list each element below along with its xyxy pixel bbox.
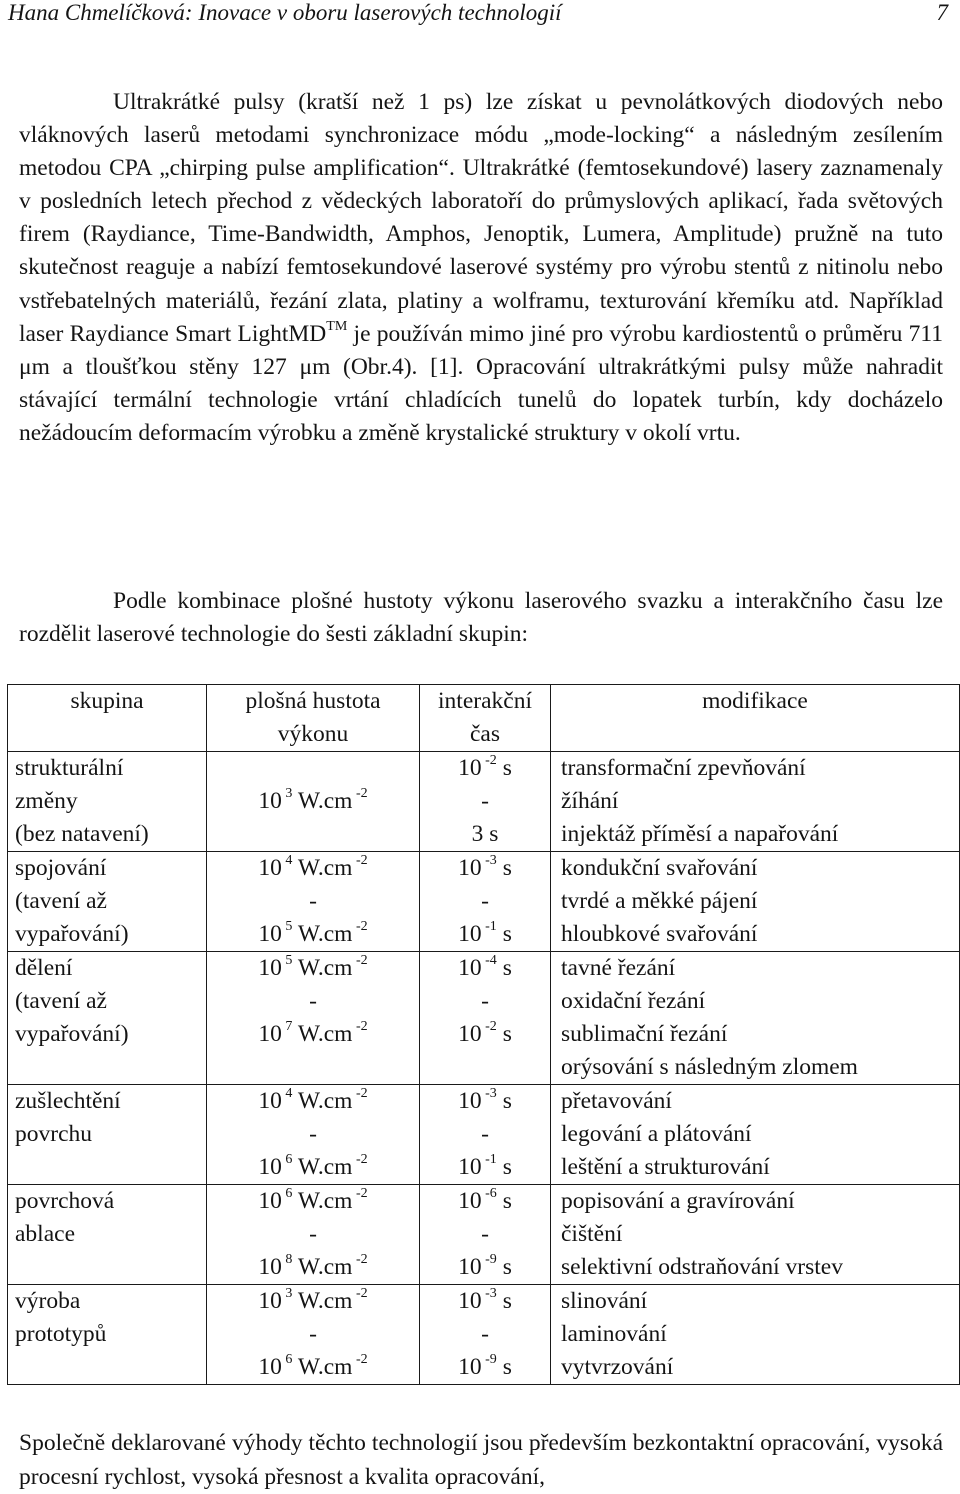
value-exponent: 6 bbox=[281, 1186, 293, 1202]
value-line bbox=[207, 1085, 419, 1118]
header-time-cell bbox=[420, 685, 551, 752]
value-unit: s bbox=[496, 1154, 512, 1180]
value-base: 10 bbox=[458, 1021, 482, 1047]
value-exponent: 7 bbox=[281, 1019, 293, 1035]
value-base: 10 bbox=[458, 1188, 482, 1214]
modification-line: slinování bbox=[561, 1288, 648, 1314]
value-line bbox=[207, 785, 419, 818]
value-base: - bbox=[481, 1321, 489, 1347]
value-exponent: 3 bbox=[281, 786, 293, 802]
modification-line: injektáž příměsí a napařování bbox=[561, 821, 839, 847]
value-unit: W.cm bbox=[292, 1188, 353, 1214]
value-base: - bbox=[309, 1321, 317, 1347]
page-number: 7 bbox=[936, 0, 948, 25]
modification-cell bbox=[551, 1185, 960, 1285]
value-line bbox=[420, 918, 550, 951]
time-cell bbox=[420, 1085, 551, 1185]
value-base: 10 bbox=[258, 1188, 282, 1214]
group-line: změny bbox=[15, 788, 78, 814]
unit-exponent: -2 bbox=[352, 853, 368, 869]
value-unit: s bbox=[496, 1188, 512, 1214]
value-unit: W.cm bbox=[292, 955, 353, 981]
value-exponent: 6 bbox=[281, 1352, 293, 1368]
value-line bbox=[420, 1185, 550, 1218]
value-unit: W.cm bbox=[292, 1154, 353, 1180]
time-cell bbox=[420, 1185, 551, 1285]
value-exponent: -2 bbox=[481, 1019, 497, 1035]
modification-line: sublimační řezání bbox=[561, 1021, 728, 1047]
value-line bbox=[207, 1018, 419, 1051]
value-line bbox=[207, 1318, 419, 1351]
value-unit: W.cm bbox=[292, 1088, 353, 1114]
value-exponent: -9 bbox=[481, 1352, 497, 1368]
value-line bbox=[207, 985, 419, 1018]
header-group-line: skupina bbox=[70, 688, 144, 714]
value-base: 10 bbox=[258, 855, 282, 881]
group-cell bbox=[8, 952, 207, 1085]
value-base: 10 bbox=[258, 1288, 282, 1314]
unit-exponent: -2 bbox=[352, 786, 368, 802]
table-row bbox=[8, 752, 960, 852]
value-line bbox=[207, 1351, 419, 1384]
value-exponent: -1 bbox=[481, 919, 497, 935]
header-title: Hana Chmelíčková: Inovace v oboru laserových technologií bbox=[8, 0, 562, 25]
modification-line: selektivní odstraňování vrstev bbox=[561, 1254, 843, 1280]
value-exponent: -1 bbox=[481, 1152, 497, 1168]
value-base: 10 bbox=[258, 1021, 282, 1047]
paragraph-advantages: Společně deklarované výhody těchto technologií jsou především bezkontaktní opracování, vysoká procesní rychlost, vysoká přesnost a kvalita opracování, bbox=[19, 1430, 943, 1490]
value-exponent: -6 bbox=[481, 1186, 497, 1202]
value-base: - bbox=[481, 888, 489, 914]
value-base: 10 bbox=[258, 955, 282, 981]
value-unit: s bbox=[496, 1088, 512, 1114]
value-unit: s bbox=[496, 855, 512, 881]
time-cell bbox=[420, 852, 551, 952]
value-unit: s bbox=[496, 1254, 512, 1280]
value-line bbox=[207, 752, 419, 785]
value-base: 10 bbox=[458, 955, 482, 981]
value-line bbox=[420, 885, 550, 918]
value-line bbox=[207, 852, 419, 885]
value-exponent: 3 bbox=[281, 1286, 293, 1302]
group-line: vypařování) bbox=[15, 921, 129, 947]
unit-exponent: -2 bbox=[352, 953, 368, 969]
table-row bbox=[8, 1085, 960, 1185]
group-line: zušlechtění bbox=[15, 1088, 121, 1114]
value-base: 10 bbox=[258, 921, 282, 947]
table-header-row bbox=[8, 685, 960, 752]
value-exponent: -3 bbox=[481, 1086, 497, 1102]
value-unit: s bbox=[496, 1354, 512, 1380]
value-line bbox=[420, 1351, 550, 1384]
value-line bbox=[207, 1285, 419, 1318]
group-line: spojování bbox=[15, 855, 107, 881]
modification-line: transformační zpevňování bbox=[561, 755, 806, 781]
value-unit: W.cm bbox=[292, 1288, 353, 1314]
header-density-cell bbox=[207, 685, 420, 752]
group-line: vypařování) bbox=[15, 1021, 129, 1047]
value-base: 10 bbox=[258, 1254, 282, 1280]
modification-cell bbox=[551, 1085, 960, 1185]
group-cell bbox=[8, 852, 207, 952]
header-time-line: interakční bbox=[438, 688, 532, 714]
modification-line: laminování bbox=[561, 1321, 667, 1347]
value-unit: W.cm bbox=[292, 1021, 353, 1047]
density-cell bbox=[207, 1285, 420, 1385]
value-base: 10 bbox=[458, 855, 482, 881]
density-cell bbox=[207, 1085, 420, 1185]
modification-line: tvrdé a měkké pájení bbox=[561, 888, 758, 914]
value-base: 10 bbox=[258, 788, 282, 814]
value-base: - bbox=[481, 1121, 489, 1147]
value-exponent: 5 bbox=[281, 919, 293, 935]
value-unit: W.cm bbox=[292, 1354, 353, 1380]
value-exponent: 8 bbox=[281, 1252, 293, 1268]
group-line: (tavení až bbox=[15, 988, 107, 1014]
value-base: 10 bbox=[458, 1154, 482, 1180]
header-group-cell bbox=[8, 685, 207, 752]
value-line bbox=[207, 1118, 419, 1151]
value-unit: W.cm bbox=[292, 921, 353, 947]
header-time-line: čas bbox=[469, 721, 500, 747]
value-unit: s bbox=[496, 921, 512, 947]
group-cell bbox=[8, 1185, 207, 1285]
value-line bbox=[207, 952, 419, 985]
header-modification-cell bbox=[551, 685, 960, 752]
value-unit: W.cm bbox=[292, 855, 353, 881]
value-line bbox=[420, 1151, 550, 1184]
value-exponent: 4 bbox=[281, 1086, 293, 1102]
value-base: 10 bbox=[458, 755, 482, 781]
header-modification-line: modifikace bbox=[702, 688, 808, 714]
value-line bbox=[207, 885, 419, 918]
value-base: - bbox=[309, 1221, 317, 1247]
value-base: 10 bbox=[458, 1354, 482, 1380]
value-unit: W.cm bbox=[292, 788, 353, 814]
value-base: - bbox=[481, 1221, 489, 1247]
value-exponent: 5 bbox=[281, 953, 293, 969]
unit-exponent: -2 bbox=[352, 1086, 368, 1102]
value-line bbox=[420, 1285, 550, 1318]
paragraph-1-text-a: Ultrakrátké pulsy (kratší než 1 ps) lze získat u pevnolátkových diodových nebo vláknových laserů metodami synchronizace módu „mode-locking“ a následným zesílením metodou CPA „chirping pulse amplification“. Ultrakrátké (femtosekundové) lasery zaznamenaly v posledních letech přechod z vědeckých laboratoří do průmyslových aplikací, řada světových firem (Raydiance, Time-Bandwidth, Amphos, Jenoptik, Lumera, Amplitude) pružně na tuto skutečnost reaguje a nabízí femtosekundové laserové systémy pro výrobu stentů z nitinolu nebo vstřebatelných materiálů, řezání zlata, platiny a wolframu, texturování křemíku atd. Například laser Raydiance Smart LightMD bbox=[19, 89, 943, 347]
unit-exponent: -2 bbox=[352, 1019, 368, 1035]
value-line bbox=[420, 818, 550, 851]
value-unit: W.cm bbox=[292, 1254, 353, 1280]
value-line bbox=[420, 1251, 550, 1284]
value-line bbox=[420, 752, 550, 785]
value-line bbox=[420, 1118, 550, 1151]
unit-exponent: -2 bbox=[352, 1286, 368, 1302]
value-base: 10 bbox=[458, 1288, 482, 1314]
value-unit: s bbox=[496, 1021, 512, 1047]
table-row bbox=[8, 1285, 960, 1385]
unit-exponent: -2 bbox=[352, 919, 368, 935]
density-cell bbox=[207, 1185, 420, 1285]
modification-line: tavné řezání bbox=[561, 955, 676, 981]
group-line: dělení bbox=[15, 955, 73, 981]
density-cell bbox=[207, 752, 420, 852]
group-line: výroba bbox=[15, 1288, 81, 1314]
value-exponent: -3 bbox=[481, 853, 497, 869]
table-row bbox=[8, 952, 960, 1085]
value-line bbox=[207, 1251, 419, 1284]
value-line bbox=[420, 1218, 550, 1251]
value-unit: s bbox=[496, 1288, 512, 1314]
group-line: prototypů bbox=[15, 1321, 107, 1347]
paragraph-ultrashort-pulses bbox=[19, 86, 943, 450]
header-density-line: výkonu bbox=[277, 721, 349, 747]
modification-line: popisování a gravírování bbox=[561, 1188, 795, 1214]
group-line: povrchu bbox=[15, 1121, 93, 1147]
table-row bbox=[8, 1185, 960, 1285]
modification-line: čištění bbox=[561, 1221, 623, 1247]
modification-cell bbox=[551, 1285, 960, 1385]
value-line bbox=[207, 1151, 419, 1184]
value-line bbox=[207, 818, 419, 851]
value-base: 10 bbox=[258, 1088, 282, 1114]
group-cell bbox=[8, 1285, 207, 1385]
modification-line: oxidační řezání bbox=[561, 988, 706, 1014]
header-density-line: plošná hustota bbox=[245, 688, 381, 714]
density-cell bbox=[207, 952, 420, 1085]
time-cell bbox=[420, 1285, 551, 1385]
value-base: 10 bbox=[258, 1154, 282, 1180]
modification-line: leštění a strukturování bbox=[561, 1154, 770, 1180]
value-line bbox=[420, 952, 550, 985]
modification-cell bbox=[551, 852, 960, 952]
value-base: - bbox=[481, 788, 489, 814]
value-line bbox=[207, 1218, 419, 1251]
value-base: 3 s bbox=[471, 821, 499, 847]
modification-cell bbox=[551, 752, 960, 852]
value-line bbox=[420, 852, 550, 885]
time-cell bbox=[420, 752, 551, 852]
table-body bbox=[8, 685, 960, 1385]
paragraph-1-text-b: je používán mimo jiné pro výrobu kardiostentů o průměru 711 μm a tloušťkou stěny 127 μm (Obr.4). [1]. Opracování ultrakrátkými pulsy může nahradit stávající termální technologie vrtání chladících tunelů do lopatek turbín, kdy docházelo nežádoucím deformacím výrobku a změně krystalické struktury v okolí vrtu. bbox=[19, 320, 944, 446]
group-line: ablace bbox=[15, 1221, 76, 1247]
group-line: povrchová bbox=[15, 1188, 115, 1214]
density-cell bbox=[207, 852, 420, 952]
time-cell bbox=[420, 952, 551, 1085]
group-cell bbox=[8, 1085, 207, 1185]
value-line bbox=[420, 1085, 550, 1118]
group-line: (tavení až bbox=[15, 888, 107, 914]
unit-exponent: -2 bbox=[352, 1352, 368, 1368]
value-line bbox=[420, 1318, 550, 1351]
unit-exponent: -2 bbox=[352, 1152, 368, 1168]
trademark-superscript: TM bbox=[326, 318, 348, 334]
modification-line: legování a plátování bbox=[561, 1121, 752, 1147]
value-base: 10 bbox=[458, 1088, 482, 1114]
value-exponent: 4 bbox=[281, 853, 293, 869]
modification-cell bbox=[551, 952, 960, 1085]
value-base: 10 bbox=[458, 921, 482, 947]
value-base: - bbox=[309, 988, 317, 1014]
technology-groups-table bbox=[7, 684, 960, 1385]
value-line bbox=[420, 1018, 550, 1051]
paragraph-classification: Podle kombinace plošné hustoty výkonu laserového svazku a interakčního času lze rozdělit laserové technologie do šesti základní skupin: bbox=[19, 588, 943, 648]
group-line: (bez natavení) bbox=[15, 821, 149, 847]
modification-line: vytvrzování bbox=[561, 1354, 674, 1380]
value-unit: s bbox=[496, 955, 512, 981]
value-line bbox=[207, 918, 419, 951]
value-exponent: -3 bbox=[481, 1286, 497, 1302]
group-cell bbox=[8, 752, 207, 852]
modification-line: hloubkové svařování bbox=[561, 921, 758, 947]
unit-exponent: -2 bbox=[352, 1186, 368, 1202]
unit-exponent: -2 bbox=[352, 1252, 368, 1268]
group-line: strukturální bbox=[15, 755, 124, 781]
value-line bbox=[420, 985, 550, 1018]
value-base: - bbox=[481, 988, 489, 1014]
value-unit: s bbox=[496, 755, 512, 781]
value-exponent: -9 bbox=[481, 1252, 497, 1268]
running-header bbox=[8, 0, 948, 30]
value-exponent: 6 bbox=[281, 1152, 293, 1168]
value-base: 10 bbox=[458, 1254, 482, 1280]
modification-line: žíhání bbox=[561, 788, 619, 814]
modification-line: orýsování s následným zlomem bbox=[561, 1054, 858, 1080]
table-row bbox=[8, 852, 960, 952]
value-line bbox=[207, 1185, 419, 1218]
value-base: - bbox=[309, 1121, 317, 1147]
value-exponent: -2 bbox=[481, 753, 497, 769]
modification-line: přetavování bbox=[561, 1088, 672, 1114]
modification-line: kondukční svařování bbox=[561, 855, 758, 881]
value-line bbox=[420, 785, 550, 818]
value-exponent: -4 bbox=[481, 953, 497, 969]
value-base: - bbox=[309, 888, 317, 914]
value-base: 10 bbox=[258, 1354, 282, 1380]
